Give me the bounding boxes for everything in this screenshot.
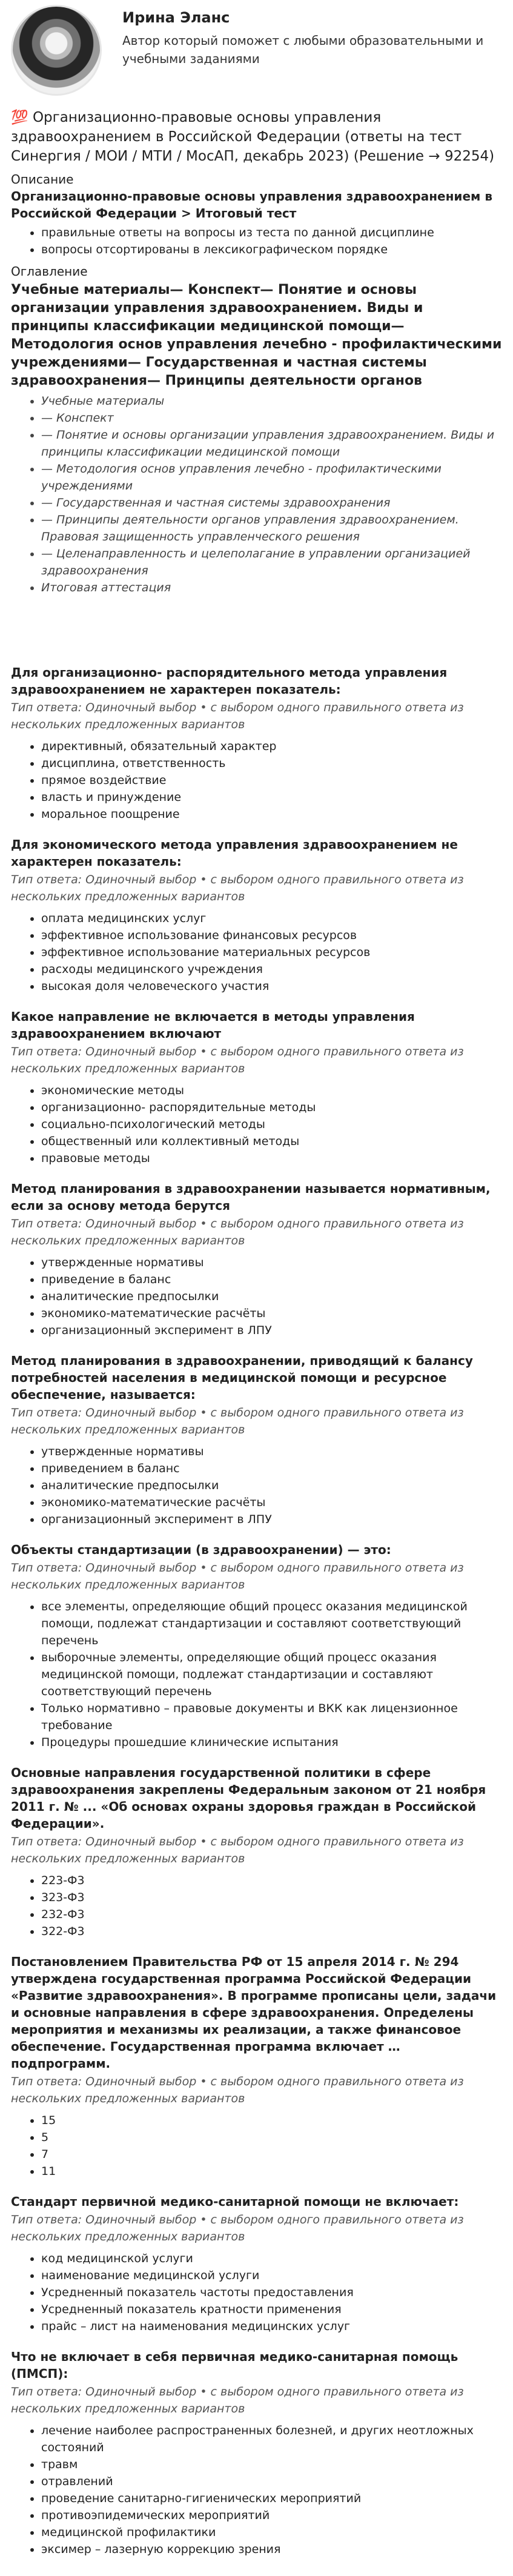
description-item: • вопросы отсортированы в лексикографическом порядке — [41, 241, 502, 258]
answer-option: • все элементы, определяющие общий процесс оказания медицинской помощи, подлежат стандартизации и составляют соответствующий перечень — [41, 1598, 502, 1649]
toc-item: • — Понятие и основы организации управления здравоохранением. Виды и принципы классификации медицинской помощи — [41, 427, 502, 460]
answer-option: • моральное поощрение — [41, 806, 502, 823]
answer-option: • Усредненный показатель кратности применения — [41, 2301, 502, 2318]
answer-option: • проведение санитарно-гигиенических мероприятий — [41, 2490, 502, 2507]
toc-label: Оглавление — [11, 264, 88, 279]
section-spacer — [11, 596, 502, 664]
question-type: Тип ответа: Одиночный выбор • с выбором одного правильного ответа из нескольких предложенных вариантов — [11, 2213, 464, 2243]
question-block — [11, 1008, 502, 1167]
answer-option: • высокая доля человеческого участия — [41, 978, 502, 995]
toc-item: • Итоговая аттестация — [41, 579, 502, 596]
question-text: Для экономического метода управления здравоохранением не характерен показатель: — [11, 837, 458, 869]
answer-option: • Усредненный показатель частоты предоставления — [41, 2284, 502, 2301]
question-block — [11, 1180, 502, 1339]
question-type: Тип ответа: Одиночный выбор • с выбором одного правильного ответа из нескольких предложенных вариантов — [11, 1835, 464, 1865]
answer-option: • экономико-математические расчёты — [41, 1494, 502, 1511]
answer-option: • утвержденные нормативы — [41, 1254, 502, 1271]
toc-item: • — Методология основ управления лечебно - профилактическими учреждениями — [41, 460, 502, 494]
answer-option: • лечение наиболее распространенных болезней, и других неотложных состояний — [41, 2422, 502, 2456]
description-list — [11, 224, 502, 258]
question-type: Тип ответа: Одиночный выбор • с выбором одного правильного ответа из нескольких предложенных вариантов — [11, 701, 464, 731]
answer-options — [11, 1872, 502, 1940]
answer-option: • 322-Ф3 — [41, 1923, 502, 1940]
answer-options — [11, 2112, 502, 2180]
question-type: Тип ответа: Одиночный выбор • с выбором одного правильного ответа из нескольких предложенных вариантов — [11, 1045, 464, 1075]
question-text: Какое направление не включается в методы управления здравоохранением включают — [11, 1009, 415, 1041]
question-text: Объекты стандартизации (в здравоохранении) — это: — [11, 1542, 391, 1557]
answer-option: • аналитические предпосылки — [41, 1477, 502, 1494]
toc-heading: Учебные материалы— Конспект— Понятие и основы организации управления здравоохранением. Виды и принципы классификации медицинской помощи— Методология основ управления лечебно - профилактическими учреждениями— Государственная и частная системы здравоохранения— Принципы деятельности органов — [11, 282, 502, 388]
author-avatar[interactable] — [11, 5, 102, 96]
description-heading: Организационно-правовые основы управления здравоохранением в Российской Федерации > Итоговый тест — [11, 189, 492, 221]
answer-option: • власть и принуждение — [41, 789, 502, 806]
answer-option: • социально-психологический методы — [41, 1116, 502, 1133]
answer-option: • эксимер – лазерную коррекцию зрения — [41, 2541, 502, 2558]
question-block — [11, 1541, 502, 1751]
answer-option: • отравлений — [41, 2473, 502, 2490]
answer-option: • правовые методы — [41, 1150, 502, 1167]
answer-options — [11, 1443, 502, 1528]
author-name[interactable]: Ирина Эланс — [122, 9, 230, 26]
author-profile — [122, 7, 492, 68]
answer-option: • эффективное использование финансовых ресурсов — [41, 927, 502, 944]
question-text: Что не включает в себя первичная медико-санитарная помощь (ПМСП): — [11, 2349, 458, 2381]
toc-section — [11, 263, 502, 596]
answer-options — [11, 2250, 502, 2335]
answer-option: • 323-Ф3 — [41, 1889, 502, 1906]
question-text: Метод планирования в здравоохранении называется нормативным, если за основу метода берутся — [11, 1181, 491, 1213]
question-text: Стандарт первичной медико-санитарной помощи не включает: — [11, 2194, 459, 2209]
question-type: Тип ответа: Одиночный выбор • с выбором одного правильного ответа из нескольких предложенных вариантов — [11, 1406, 464, 1436]
answer-option: • прайс – лист на наименования медицинских услуг — [41, 2318, 502, 2335]
question-block — [11, 836, 502, 995]
description-item: • правильные ответы на вопросы из теста по данной дисциплине — [41, 224, 502, 241]
answer-option: • общественный или коллективный методы — [41, 1133, 502, 1150]
author-header — [11, 5, 502, 108]
toc-item: • — Конспект — [41, 410, 502, 427]
question-type: Тип ответа: Одиночный выбор • с выбором одного правильного ответа из нескольких предложенных вариантов — [11, 2075, 464, 2105]
answer-option: • аналитические предпосылки — [41, 1288, 502, 1305]
answer-option: • оплата медицинских услуг — [41, 910, 502, 927]
answer-option: • Только нормативно – правовые документы и ВКК как лицензионное требование — [41, 1700, 502, 1734]
question-text: Для организационно- распорядительного метода управления здравоохранением не характерен показатель: — [11, 665, 448, 697]
answer-option: • директивный, обязательный характер — [41, 738, 502, 755]
answer-option: • Процедуры прошедшие клинические испытания — [41, 1734, 502, 1751]
answer-option: • медицинской профилактики — [41, 2524, 502, 2541]
answer-option: • утвержденные нормативы — [41, 1443, 502, 1460]
answer-option: • 5 — [41, 2129, 502, 2146]
toc-list — [11, 393, 502, 596]
question-block — [11, 1764, 502, 1940]
answer-option: • экономические методы — [41, 1082, 502, 1099]
answer-option: • экономико-математические расчёты — [41, 1305, 502, 1322]
toc-item: • — Целенаправленность и целеполагание в управлении организацией здравоохранения — [41, 545, 502, 579]
question-text: Основные направления государственной политики в сфере здравоохранения закреплены Федеральным законом от 21 ноября 2011 г. № ... «Об основах охраны здоровья граждан в Российской Федерации». — [11, 1765, 486, 1831]
answer-options — [11, 910, 502, 995]
answer-option: • расходы медицинского учреждения — [41, 961, 502, 978]
answer-option: • травм — [41, 2456, 502, 2473]
answer-option: • организационный эксперимент в ЛПУ — [41, 1511, 502, 1528]
question-block — [11, 1953, 502, 2180]
answer-option: • 223-Ф3 — [41, 1872, 502, 1889]
toc-item: • — Принципы деятельности органов управления здравоохранением. Правовая защищенность управленческого решения — [41, 511, 502, 545]
answer-option: • код медицинской услуги — [41, 2250, 502, 2267]
answer-options — [11, 1082, 502, 1167]
toc-item: • Учебные материалы — [41, 393, 502, 410]
question-block — [11, 2348, 502, 2558]
questions-list — [11, 664, 502, 2558]
author-description: Автор который поможет с любыми образовательными и учебными заданиями — [122, 33, 484, 66]
question-block — [11, 2193, 502, 2335]
answer-option: • приведением в баланс — [41, 1460, 502, 1477]
answer-option: • наименование медицинской услуги — [41, 2267, 502, 2284]
page-title: 💯 Организационно-правовые основы управления здравоохранением в Российской Федерации (ответы на тест Синергия / МОИ / МТИ / МосАП, декабрь 2023) (Решение → 92254) — [11, 110, 495, 164]
answer-options — [11, 2422, 502, 2558]
description-section — [11, 171, 502, 258]
answer-option: • противоэпидемических мероприятий — [41, 2507, 502, 2524]
question-text: Постановлением Правительства РФ от 15 апреля 2014 г. № 294 утверждена государственная программа Российской Федерации «Развитие здравоохранения». В программе прописаны цели, задачи и основные направления в сфере здравоохранения. Определены мероприятия и механизмы их реализации, а также финансовое обеспечение. Государственная программа включает … подпрограмм. — [11, 1954, 497, 2071]
answer-options — [11, 1254, 502, 1339]
question-text: Метод планирования в здравоохранении, приводящий к балансу потребностей населения в медицинской помощи и ресурсное обеспечение, называется: — [11, 1353, 473, 1402]
answer-option: • прямое воздействие — [41, 772, 502, 789]
question-block — [11, 1352, 502, 1528]
question-type: Тип ответа: Одиночный выбор • с выбором одного правильного ответа из нескольких предложенных вариантов — [11, 1561, 464, 1592]
question-type: Тип ответа: Одиночный выбор • с выбором одного правильного ответа из нескольких предложенных вариантов — [11, 2385, 464, 2415]
answer-option: • дисциплина, ответственность — [41, 755, 502, 772]
answer-options — [11, 738, 502, 823]
answer-option: • приведение в баланс — [41, 1271, 502, 1288]
question-block — [11, 664, 502, 823]
question-type: Тип ответа: Одиночный выбор • с выбором одного правильного ответа из нескольких предложенных вариантов — [11, 1217, 464, 1247]
answer-option: • организационный эксперимент в ЛПУ — [41, 1322, 502, 1339]
toc-item: • — Государственная и частная системы здравоохранения — [41, 494, 502, 511]
answer-option: • 11 — [41, 2163, 502, 2180]
answer-option: • 7 — [41, 2146, 502, 2163]
answer-option: • выборочные элементы, определяющие общий процесс оказания медицинской помощи, подлежат стандартизации и составляют соответствующий перечень — [41, 1649, 502, 1700]
answer-option: • эффективное использование материальных ресурсов — [41, 944, 502, 961]
answer-option: • 232-Ф3 — [41, 1906, 502, 1923]
question-type: Тип ответа: Одиночный выбор • с выбором одного правильного ответа из нескольких предложенных вариантов — [11, 873, 464, 903]
description-label: Описание — [11, 172, 74, 187]
answer-option: • 15 — [41, 2112, 502, 2129]
answer-option: • организационно- распорядительные методы — [41, 1099, 502, 1116]
answer-options — [11, 1598, 502, 1751]
